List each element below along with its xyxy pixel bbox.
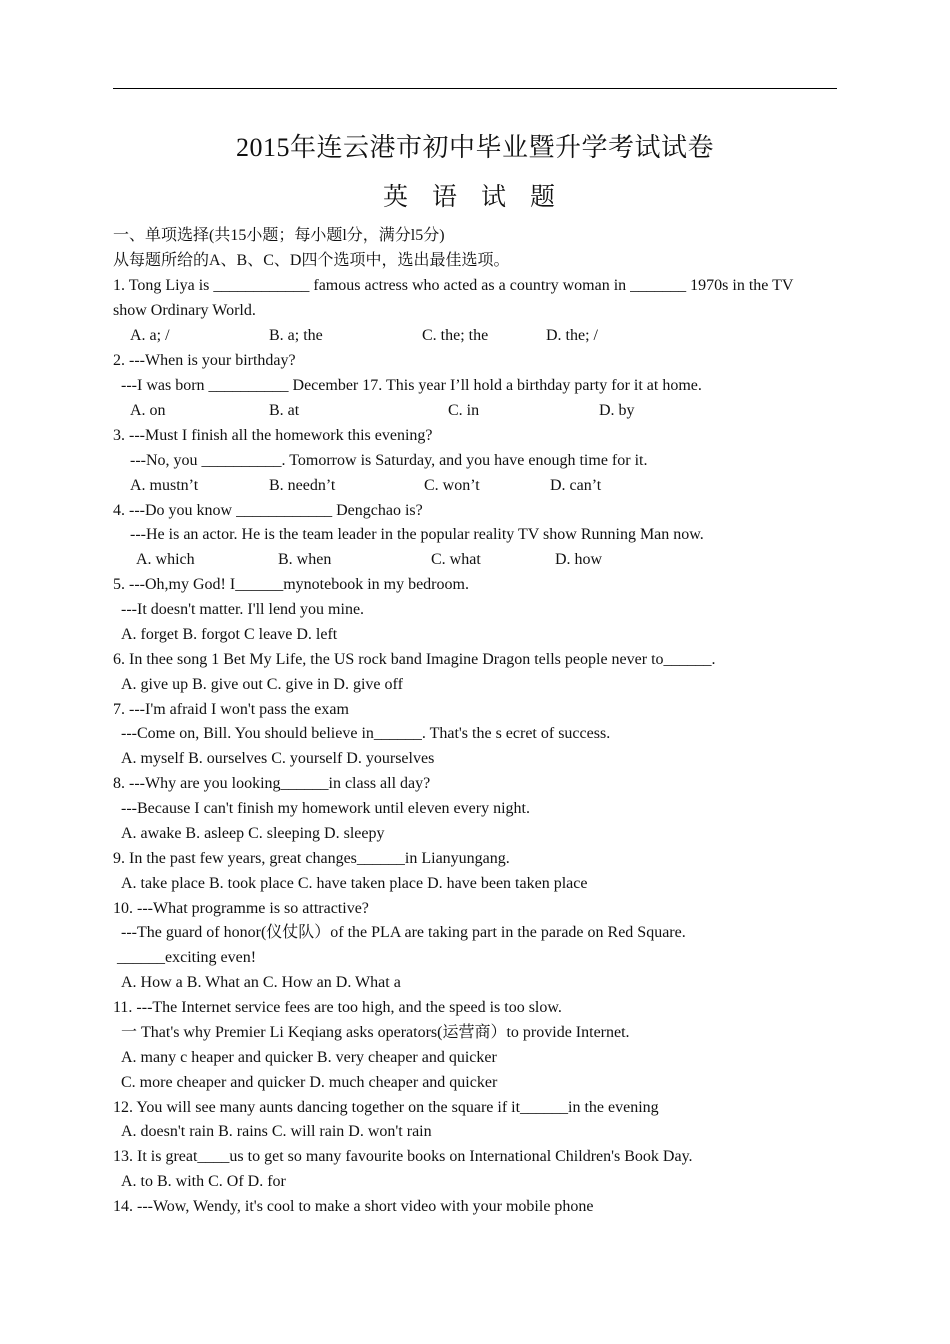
header-rule xyxy=(113,88,837,89)
q4-option-b: B. when xyxy=(278,551,332,568)
q5-options: A. forget B. forgot C leave D. left xyxy=(121,626,338,643)
q4-reply: ---He is an actor. He is the team leader in the popular reality TV show Running Man now. xyxy=(130,526,704,543)
q4-stem: 4. ---Do you know ____________ Dengchao is? xyxy=(113,502,423,519)
q4-option-c: C. what xyxy=(431,551,481,568)
q14-stem: 14. ---Wow, Wendy, it's cool to make a short video with your mobile phone xyxy=(113,1198,594,1215)
q8-options: A. awake B. asleep C. sleeping D. sleepy xyxy=(121,825,385,842)
q2-option-c: C. in xyxy=(448,402,480,419)
q3-option-d: D. can’t xyxy=(550,477,602,494)
q3-option-a: A. mustn’t xyxy=(130,477,199,494)
q10-options: A. How a B. What an C. How an D. What a xyxy=(121,974,401,991)
q4-options xyxy=(113,547,837,572)
q1-option-b: B. a; the xyxy=(269,327,323,344)
exam-subtitle: 英语试题 xyxy=(382,184,579,211)
q3-option-b: B. needn’t xyxy=(269,477,336,494)
q1-options xyxy=(113,323,837,348)
q4-option-d: D. how xyxy=(555,551,603,568)
q1-option-d: D. the; / xyxy=(546,327,598,344)
q11-options-ab: A. many c heaper and quicker B. very cheaper and quicker xyxy=(121,1049,497,1066)
q6-stem: 6. In thee song 1 Bet My Life, the US rock band Imagine Dragon tells people never to______. xyxy=(113,651,716,668)
q1-option-c: C. the; the xyxy=(422,327,489,344)
q7-options: A. myself B. ourselves C. yourself D. yourselves xyxy=(121,750,435,767)
q8-reply: ---Because I can't finish my homework until eleven every night. xyxy=(121,800,530,817)
q2-options xyxy=(113,398,837,423)
section-instruction: 从每题所给的A、B、C、D四个选项中，选出最佳选项。 xyxy=(113,252,510,269)
q12-options: A. doesn't rain B. rains C. will rain D. won't rain xyxy=(121,1123,432,1140)
q2-option-a: A. on xyxy=(130,402,166,419)
q7-stem: 7. ---I'm afraid I won't pass the exam xyxy=(113,701,349,718)
q1-stem-continued: show Ordinary World. xyxy=(113,302,256,319)
q4-option-a: A. which xyxy=(136,551,195,568)
q3-stem: 3. ---Must I finish all the homework this evening? xyxy=(113,427,433,444)
q11-stem: 11. ---The Internet service fees are too high, and the speed is too slow. xyxy=(113,999,562,1016)
q3-reply: ---No, you __________. Tomorrow is Saturday, and you have enough time for it. xyxy=(130,452,648,469)
q3-options xyxy=(113,473,837,498)
q2-reply: ---I was born __________ December 17. This year I’ll hold a birthday party for it at home. xyxy=(121,377,702,394)
q10-reply: ---The guard of honor(仪仗队）of the PLA are taking part in the parade on Red Square. xyxy=(121,924,686,941)
q11-options-cd: C. more cheaper and quicker D. much cheaper and quicker xyxy=(121,1074,498,1091)
exam-title: 2015年连云港市初中毕业暨升学考试试卷 xyxy=(235,133,714,162)
q5-stem: 5. ---Oh,my God! I______mynotebook in my bedroom. xyxy=(113,576,469,593)
q2-option-d: D. by xyxy=(599,402,635,419)
q13-options: A. to B. with C. Of D. for xyxy=(121,1173,286,1190)
q2-option-b: B. at xyxy=(269,402,300,419)
q5-reply: ---It doesn't matter. I'll lend you mine. xyxy=(121,601,365,618)
q12-stem: 12. You will see many aunts dancing together on the square if it______in the evening xyxy=(113,1099,659,1116)
q10-exclamation: ______exciting even! xyxy=(117,949,257,966)
q1-option-a: A. a; / xyxy=(130,327,170,344)
q7-reply: ---Come on, Bill. You should believe in______. That's the s ecret of success. xyxy=(121,725,611,742)
q1-stem: 1. Tong Liya is ____________ famous actress who acted as a country woman in _______ 1970s in the TV xyxy=(113,277,794,294)
q8-stem: 8. ---Why are you looking______in class all day? xyxy=(113,775,431,792)
q11-reply: 一 That's why Premier Li Keqiang asks operators(运营商）to provide Internet. xyxy=(121,1024,630,1041)
q3-option-c: C. won’t xyxy=(424,477,480,494)
q6-options: A. give up B. give out C. give in D. give off xyxy=(121,676,403,693)
q9-options: A. take place B. took place C. have taken place D. have been taken place xyxy=(121,875,588,892)
q2-stem: 2. ---When is your birthday? xyxy=(113,352,296,369)
q9-stem: 9. In the past few years, great changes______in Lianyungang. xyxy=(113,850,510,867)
q13-stem: 13. It is great____us to get so many favourite books on International Children's Book Day. xyxy=(113,1148,693,1165)
q10-stem: 10. ---What programme is so attractive? xyxy=(113,900,369,917)
section-heading: 一、单项选择(共15小题；每小题l分，满分l5分) xyxy=(113,227,445,244)
